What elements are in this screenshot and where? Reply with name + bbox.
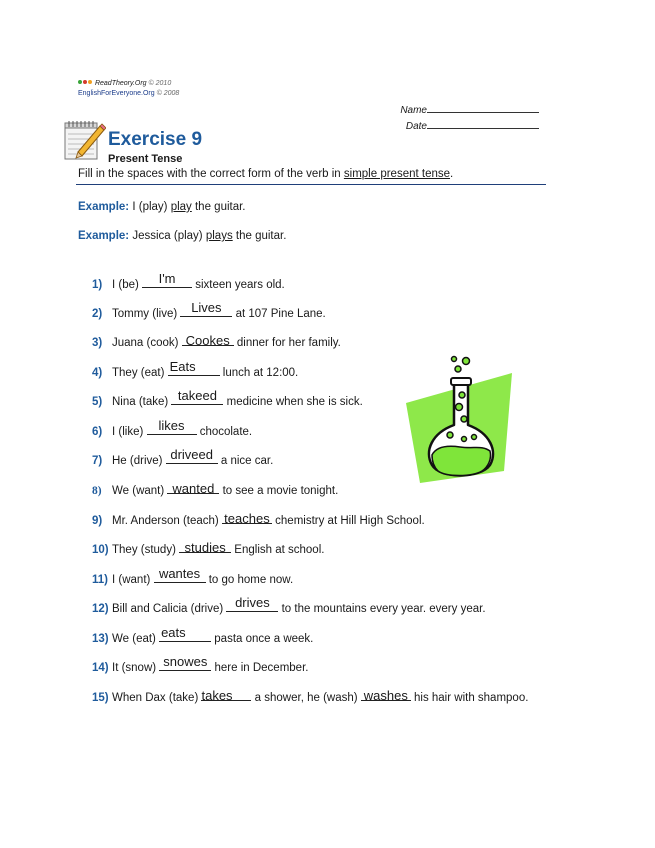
item-prompt: I (be)	[112, 279, 143, 291]
notepad-pencil-icon	[62, 120, 106, 162]
item-rest: English at school.	[231, 544, 325, 556]
answer-text: takeed	[177, 388, 217, 403]
item-prompt: Mr. Anderson (teach)	[112, 515, 222, 527]
answer-text: driveed	[170, 447, 213, 462]
answer-text: drives	[235, 595, 270, 610]
site-credits	[78, 78, 179, 99]
item-rest: at 107 Pine Lane.	[232, 308, 326, 320]
answer-blank[interactable]	[171, 388, 223, 405]
example-answer: play	[170, 201, 192, 213]
exercise-item-3	[92, 333, 341, 349]
answer-blank[interactable]	[180, 300, 232, 317]
name-label: Name	[400, 105, 427, 116]
item-rest: medicine when she is sick.	[223, 396, 363, 408]
answer-text: wanted	[172, 481, 215, 496]
example-label: Example:	[78, 201, 130, 213]
item-prompt: They (eat)	[112, 367, 168, 379]
exercise-item-11	[92, 566, 294, 586]
example-text: Jessica (play)	[132, 230, 206, 242]
logo-dots-icon	[78, 78, 93, 88]
example-1	[78, 201, 246, 213]
answer-blank[interactable]	[226, 595, 278, 612]
answer-text: washes	[363, 688, 408, 703]
item-rest: pasta once a week.	[211, 633, 314, 645]
answer-blank[interactable]	[159, 654, 211, 671]
brand-englishforeveryone: EnglishForEveryone.Org	[78, 89, 155, 97]
answer-text: Lives	[191, 300, 222, 315]
answer-blank[interactable]	[142, 271, 192, 288]
answer-blank[interactable]	[179, 540, 231, 553]
answer-text: Cookes	[185, 333, 230, 348]
answer-text: eats	[161, 625, 186, 640]
item-number: 9)	[92, 515, 103, 527]
item-rest: here in December.	[211, 662, 309, 674]
item-number: 12)	[92, 603, 109, 615]
item-number: 15)	[92, 692, 109, 704]
date-field[interactable]	[406, 119, 539, 132]
exercise-item-1	[92, 271, 285, 291]
item-prompt: When Dax (take)	[112, 692, 202, 704]
answer-blank[interactable]	[159, 625, 211, 642]
answer-blank[interactable]	[147, 418, 197, 435]
item-prompt: We (want)	[112, 485, 168, 497]
item-rest: to go home now.	[205, 574, 294, 586]
brand-englishforeveryone-year: © 2008	[156, 89, 180, 97]
item-prompt: I (want)	[112, 574, 154, 586]
item-rest: lunch at 12:00.	[219, 367, 299, 379]
example-answer: plays	[205, 230, 233, 242]
item-rest: a shower, he (wash)	[251, 692, 361, 704]
exercise-item-2	[92, 300, 326, 320]
answer-text: Eats	[169, 359, 196, 374]
item-number: 2)	[92, 308, 103, 320]
exercise-item-13	[92, 625, 314, 645]
item-number: 14)	[92, 662, 109, 674]
item-number: 6)	[92, 426, 103, 438]
answer-blank[interactable]	[167, 481, 219, 494]
item-number: 5)	[92, 396, 103, 408]
item-prompt: It (snow)	[112, 662, 160, 674]
item-number: 7)	[92, 455, 103, 467]
example-text-end: the guitar.	[191, 201, 246, 213]
answer-text: teaches	[224, 511, 270, 526]
exercise-item-14	[92, 654, 309, 674]
page-title: Exercise 9	[108, 129, 203, 150]
exercise-item-8	[92, 481, 338, 497]
item-rest-2: his hair with shampoo.	[410, 692, 529, 704]
instructions-tense: simple present tense	[343, 168, 451, 180]
exercise-item-12	[92, 595, 486, 615]
example-2	[78, 230, 286, 242]
item-number: 3)	[92, 337, 103, 349]
answer-blank[interactable]	[201, 688, 251, 701]
item-number: 1)	[92, 279, 103, 291]
item-number: 13)	[92, 633, 109, 645]
item-rest: sixteen years old.	[192, 279, 285, 291]
item-prompt: He (drive)	[112, 455, 166, 467]
example-label: Example:	[78, 230, 130, 242]
answer-text: snowes	[163, 654, 208, 669]
item-prompt: Juana (cook)	[112, 337, 182, 349]
exercise-item-7	[92, 447, 274, 467]
example-text: I (play)	[132, 201, 171, 213]
item-number: 8)	[92, 485, 102, 497]
exercise-item-4	[92, 359, 299, 379]
instructions-text: Fill in the spaces with the correct form of the verb in	[78, 168, 344, 180]
name-field[interactable]	[400, 103, 539, 116]
brand-readtheory-year: © 2010	[148, 79, 172, 87]
item-number: 10)	[92, 544, 109, 556]
item-prompt: They (study)	[112, 544, 180, 556]
answer-blank-2[interactable]	[361, 688, 411, 701]
item-prompt: Tommy (live)	[112, 308, 181, 320]
answer-text: studies	[184, 540, 226, 555]
answer-blank[interactable]	[222, 511, 272, 524]
item-rest: to the mountains every year. every year.	[278, 603, 486, 615]
item-number: 11)	[92, 574, 108, 586]
answer-text: likes	[158, 418, 185, 433]
instructions-end: .	[450, 168, 454, 180]
example-text-end: the guitar.	[232, 230, 287, 242]
divider	[76, 184, 546, 185]
exercise-item-10	[92, 540, 324, 556]
answer-blank[interactable]	[168, 359, 220, 376]
answer-text: wantes	[158, 566, 201, 581]
chemistry-flask-icon	[402, 355, 518, 485]
instructions	[78, 168, 453, 180]
brand-readtheory: ReadTheory.Org	[94, 79, 147, 87]
item-number: 4)	[92, 367, 103, 379]
item-rest: dinner for her family.	[233, 337, 341, 349]
exercise-item-6	[92, 418, 253, 438]
exercise-item-9	[92, 511, 425, 527]
answer-text: I'm	[158, 271, 176, 286]
answer-text: takes	[201, 688, 233, 703]
answer-blank[interactable]	[182, 333, 234, 346]
exercise-item-15	[92, 688, 528, 704]
item-prompt: Nina (take)	[112, 396, 172, 408]
item-prompt: We (eat)	[112, 633, 160, 645]
item-rest: to see a movie tonight.	[219, 485, 339, 497]
item-rest: chemistry at Hill High School.	[271, 515, 425, 527]
item-rest: a nice car.	[217, 455, 274, 467]
item-prompt: Bill and Calicia (drive)	[112, 603, 227, 615]
answer-blank[interactable]	[166, 447, 218, 464]
item-prompt: I (like)	[112, 426, 147, 438]
date-label: Date	[405, 121, 427, 132]
item-rest: chocolate.	[196, 426, 253, 438]
page-subtitle: Present Tense	[108, 153, 183, 165]
exercise-item-5	[92, 388, 363, 408]
answer-blank[interactable]	[154, 566, 206, 583]
